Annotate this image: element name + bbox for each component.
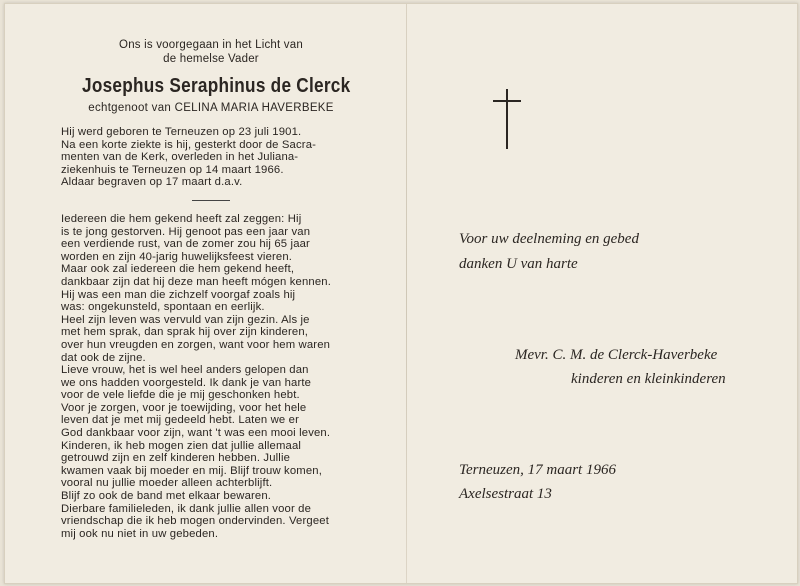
text-line: menten van de Kerk, overleden in het Juliana- xyxy=(61,151,299,164)
family-relatives: kinderen en kleinkinderen xyxy=(571,371,726,387)
text-line: we ons hadden voorgesteld. Ik dank je van harte xyxy=(61,376,312,389)
text-line: mij ook nu niet in uw gebeden. xyxy=(61,527,219,540)
text-line: Voor je zorgen, voor je toewijding, voor het hele xyxy=(61,401,307,414)
text-line: worden en zijn 40-jarig huwelijksfeest vieren. xyxy=(61,250,293,263)
text-line: leven dat je met mij gedeeld hebt. Laten we er xyxy=(61,414,300,427)
spouse-line: echtgenoot van CELINA MARIA HAVERBEKE xyxy=(88,102,334,114)
text-line: kwamen vaak bij moeder en mij. Blijf trouw komen, xyxy=(61,464,323,477)
text-line: getrouwd zijn en zelf kinderen hebben. Jullie xyxy=(61,452,291,465)
place-date: Terneuzen, 17 maart 1966 xyxy=(459,462,616,478)
thanks-line-2: danken U van harte xyxy=(459,256,578,272)
text-line: Aldaar begraven op 17 maart d.a.v. xyxy=(61,176,243,189)
text-line: was: ongekunsteld, spontaan en eerlijk. xyxy=(61,301,265,314)
text-line: vooral nu jullie moeder alleen achterblijft. xyxy=(61,477,273,490)
tribute-text xyxy=(61,213,361,540)
text-line: Dierbare familieleden, ik dank jullie allen voor de xyxy=(61,502,312,515)
text-line: met hem sprak, dan sprak hij over zijn kinderen, xyxy=(61,326,309,339)
intro-line: Ons is voorgegaan in het Licht van xyxy=(119,39,303,51)
intro-line: de hemelse Vader xyxy=(163,53,259,65)
deceased-name: Josephus Seraphinus de Clerck xyxy=(82,75,351,97)
text-line: Iedereen die hem gekend heeft zal zeggen: Hij xyxy=(61,212,302,225)
intro-text xyxy=(61,38,361,66)
memorial-card xyxy=(4,3,798,584)
text-line: dat ook de zijne. xyxy=(61,351,146,364)
cross-icon xyxy=(493,89,521,149)
text-line: Na een korte ziekte is hij, gesterkt door de Sacra- xyxy=(61,138,317,151)
text-line: Maar ook zal iedereen die hem gekend heeft, xyxy=(61,263,295,276)
family-name: Mevr. C. M. de Clerck-Haverbeke xyxy=(515,347,718,363)
text-line: Heel zijn leven was vervuld van zijn gezin. Als je xyxy=(61,313,310,326)
text-line: Lieve vrouw, het is wel heel anders gelopen dan xyxy=(61,364,309,377)
birth-death-paragraph xyxy=(61,126,361,189)
thanks-line-1: Voor uw deelneming en gebed xyxy=(459,231,639,247)
text-line: over hun vreugden en zorgen, want voor hem waren xyxy=(61,338,331,351)
left-panel xyxy=(61,38,361,540)
text-line: Kinderen, ik heb mogen zien dat jullie allemaal xyxy=(61,439,302,452)
text-line: een verdiende rust, van de zomer zou hij 65 jaar xyxy=(61,238,310,251)
text-line: God dankbaar voor zijn, want 't was een mooi leven. xyxy=(61,427,331,440)
text-line: ziekenhuis te Terneuzen op 14 maart 1966. xyxy=(61,163,284,176)
divider xyxy=(192,200,230,201)
center-fold xyxy=(406,4,407,583)
text-line: Hij werd geboren te Terneuzen op 23 juli 1901. xyxy=(61,126,302,138)
address: Axelsestraat 13 xyxy=(459,486,552,502)
text-line: voor de vele liefde die je mij geschonken hebt. xyxy=(61,389,300,402)
text-line: vriendschap die ik heb mogen ondervinden. Vergeet xyxy=(61,515,329,528)
text-line: dankbaar zijn dat hij deze man heeft mógen kennen. xyxy=(61,275,332,288)
text-line: Hij was een man die zichzelf voorgaf zoals hij xyxy=(61,288,296,301)
text-line: is te jong gestorven. Hij genoot pas een jaar van xyxy=(61,225,311,238)
text-line: Blijf zo ook de band met elkaar bewaren. xyxy=(61,490,272,503)
